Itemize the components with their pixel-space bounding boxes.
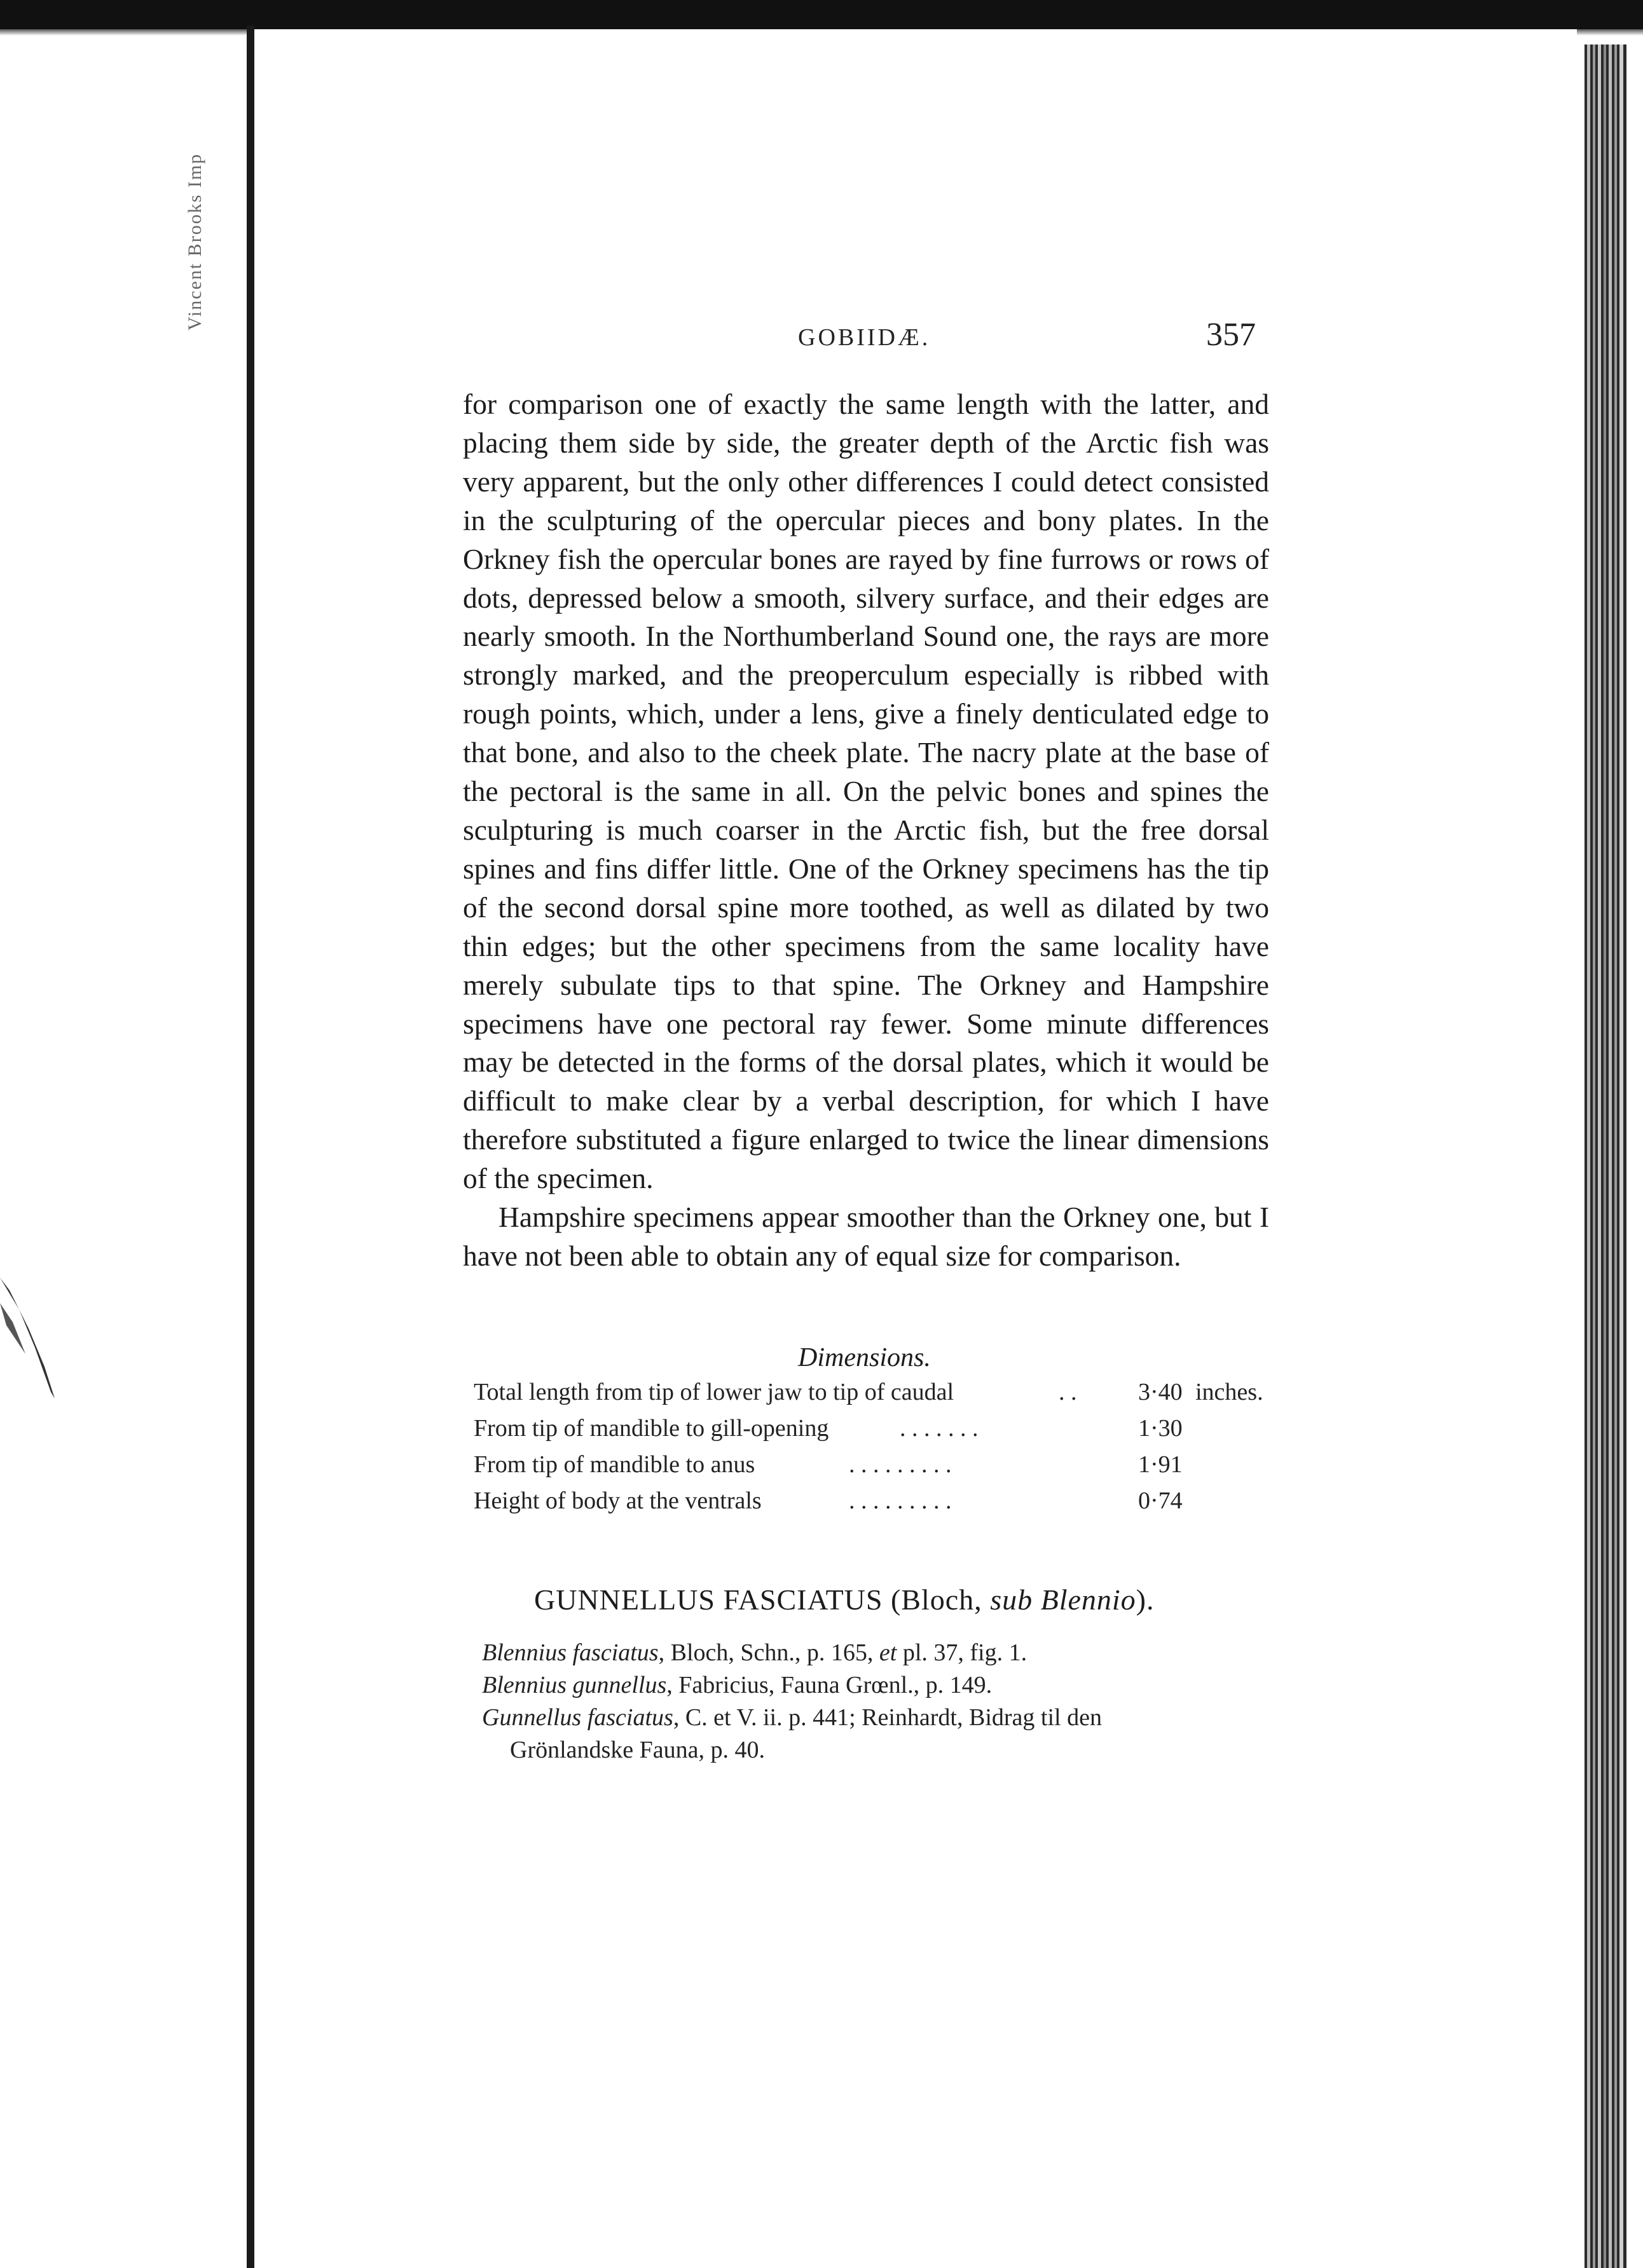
dimensions-row (474, 1487, 1275, 1523)
leader-dots: . . (1059, 1379, 1077, 1405)
dimension-label: Height of body at the ventrals (474, 1487, 762, 1514)
synonym-reference: , Bloch, Schn., p. 165, (658, 1639, 874, 1666)
synonym-reference: , Fabricius, Fauna Grœnl., p. 149. (666, 1672, 993, 1698)
left-facing-page (0, 36, 251, 2268)
page-header (798, 316, 1256, 367)
paragraph: for comparison one of exactly the same length with the latter, and placing them side by side, the greater depth of the Arctic fish was very apparent, but the only other differences I could detect consisted in the sculpturing of the opercular pieces and bony plates. In the Orkney fish the opercular bones are rayed by fine furrows or rows of dots, depressed below a smooth, silvery surface, and their edges are nearly smooth. In the Northumberland Sound one, the rays are more strongly marked, and the preoperculum especially is ribbed with rough points, which, under a lens, give a finely denticulated edge to that bone, and also to the cheek plate. The nacry plate at the base of the pectoral is the same in all. On the pelvic bones and spines the sculpturing is much coarser in the Arctic fish, but the free dorsal spines and fins differ little. One of the Orkney specimens has the tip of the second dorsal spine more toothed, as well as dilated by two thin edges; but the other specimens from the same locality have merely subulate tips to that spine. The Orkney and Hampshire specimens have one pectoral ray fewer. Some minute differences may be detected in the forms of the dorsal plates, which it would be difficult to make clear by a verbal description, for which I have therefore substituted a figure enlarged to twice the linear dimensions of the specimen. (463, 388, 1269, 1195)
page-gutter-edge (247, 25, 254, 2268)
leader-dots: . . . . . . . . . (849, 1487, 952, 1514)
dimension-value: 3·40 (1138, 1379, 1183, 1405)
dimensions-row (474, 1451, 1275, 1487)
dimension-label: Total length from tip of lower jaw to tip of caudal (474, 1379, 954, 1405)
page-number: 357 (1206, 317, 1256, 353)
plate-fragment-drawing (0, 1265, 57, 1418)
synonym-name: Blennius gunnellus (482, 1672, 667, 1698)
running-head: GOBIIDÆ. (798, 324, 931, 351)
body-text (463, 385, 1269, 1276)
dimensions-title: Dimensions. (798, 1343, 931, 1372)
paragraph: Hampshire specimens appear smoother than the Orkney one, but I have not been able to obtain any of equal size for comparison. (463, 1201, 1269, 1272)
dimension-unit: inches. (1195, 1379, 1263, 1405)
synonym-entry (482, 1637, 1286, 1669)
synonym-continuation: Grönlandske Fauna, p. 40. (510, 1737, 766, 1763)
synonym-entry (482, 1669, 1286, 1702)
species-name: GUNNELLUS FASCIATUS (534, 1583, 883, 1616)
dimension-value: 0·74 (1138, 1487, 1183, 1514)
leader-dots: . . . . . . . . . (849, 1451, 952, 1478)
synonymy-list (482, 1637, 1286, 1766)
dimension-value: 1·91 (1138, 1451, 1183, 1478)
dimension-label: From tip of mandible to anus (474, 1451, 755, 1478)
synonym-reference: pl. 37, fig. 1. (902, 1639, 1028, 1666)
synonym-et: et (879, 1639, 897, 1666)
dimension-value: 1·30 (1138, 1415, 1183, 1442)
species-heading (534, 1583, 1155, 1616)
leader-dots: . . . . . . . (900, 1415, 979, 1442)
synonym-reference: , C. et V. ii. p. 441; Reinhardt, Bidrag til den (673, 1704, 1102, 1731)
dimensions-row (474, 1378, 1275, 1414)
synonym-name: Blennius fasciatus (482, 1639, 659, 1666)
dimensions-row (474, 1414, 1275, 1451)
dimension-label: From tip of mandible to gill-opening (474, 1415, 829, 1442)
synonym-name: Gunnellus fasciatus (482, 1704, 673, 1731)
synonym-entry (482, 1702, 1286, 1734)
dimensions-table (474, 1378, 1275, 1523)
species-authority-close: ). (1136, 1583, 1155, 1616)
printer-imprint: Vincent Brooks Imp (184, 153, 205, 331)
species-authority: (Bloch, (890, 1583, 982, 1616)
page-stack-edges (1571, 44, 1643, 2268)
species-authority-italic: sub Blennio (990, 1583, 1136, 1616)
